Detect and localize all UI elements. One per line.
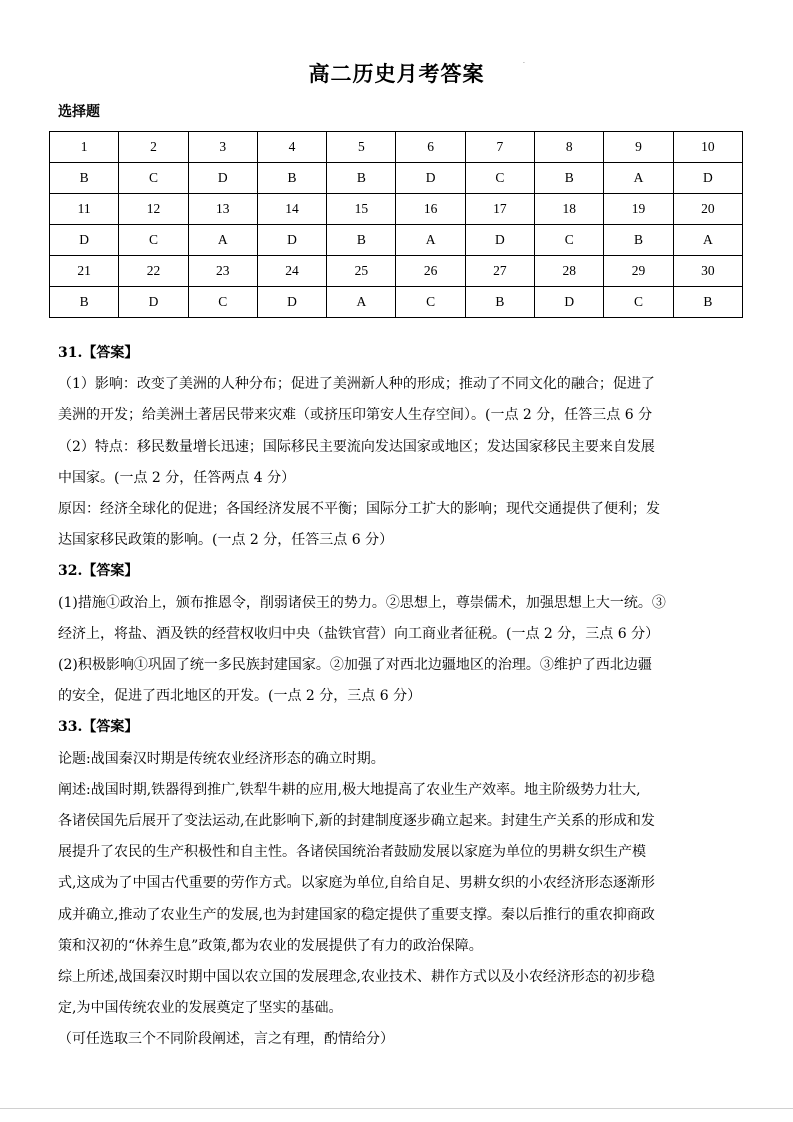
answer-line: 的安全，促进了西北地区的开发。(一点 2 分，三点 6 分） <box>58 688 422 705</box>
answer-heading: 31.【答案】 <box>58 345 139 361</box>
question-number-cell: 11 <box>50 194 119 225</box>
answer-cell: D <box>535 287 604 318</box>
answer-cell: D <box>673 163 742 194</box>
answer-cell: D <box>465 225 534 256</box>
question-number-cell: 23 <box>188 256 257 287</box>
answer-line: （可任选取三个不同阶段阐述，言之有理，酌情给分） <box>58 1031 394 1048</box>
answer-line: 各诸侯国先后展开了变法运动,在此影响下,新的封建制度逐步确立起来。封建生产关系的形成和发 <box>58 813 655 830</box>
answer-table <box>49 131 743 318</box>
answer-cell: C <box>465 163 534 194</box>
question-number-cell: 26 <box>396 256 465 287</box>
question-number-cell: 6 <box>396 132 465 163</box>
answer-line: 美洲的开发；给美洲土著居民带来灾难（或挤压印第安人生存空间）。(一点 2 分，任答三点 6 分 <box>58 407 653 424</box>
answer-cell: C <box>604 287 673 318</box>
question-number-cell: 28 <box>535 256 604 287</box>
answer-cell: B <box>50 287 119 318</box>
answer-cell: C <box>119 225 188 256</box>
question-number-cell: 12 <box>119 194 188 225</box>
stray-dot: · <box>523 60 525 67</box>
question-number-cell: 5 <box>327 132 396 163</box>
question-number-cell: 13 <box>188 194 257 225</box>
answer-cell: C <box>396 287 465 318</box>
page-bottom-rule <box>0 1108 793 1109</box>
answer-cell: A <box>604 163 673 194</box>
answer-line: （2）特点：移民数量增长迅速；国际移民主要流向发达国家或地区；发达国家移民主要来自发展 <box>58 438 655 455</box>
answer-row <box>50 225 743 256</box>
answer-line: 综上所述,战国秦汉时期中国以农立国的发展理念,农业技术、耕作方式以及小农经济形态的初步稳 <box>58 969 655 986</box>
question-number-row <box>50 194 743 225</box>
answer-line: 原因：经济全球化的促进；各国经济发展不平衡；国际分工扩大的影响；现代交通提供了便利；发 <box>58 501 660 518</box>
question-number-cell: 9 <box>604 132 673 163</box>
question-number-cell: 20 <box>673 194 742 225</box>
answer-row <box>50 287 743 318</box>
answer-cell: B <box>257 163 326 194</box>
answer-cell: A <box>327 287 396 318</box>
question-number-cell: 18 <box>535 194 604 225</box>
page-title: 高二历史月考答案 <box>308 62 485 86</box>
answer-cell: B <box>327 163 396 194</box>
question-number-cell: 3 <box>188 132 257 163</box>
question-number-row <box>50 132 743 163</box>
answer-row <box>50 163 743 194</box>
answer-line: 经济上，将盐、酒及铁的经营权收归中央（盐铁官营）向工商业者征税。(一点 2 分，三点 6 分） <box>58 625 660 642</box>
answer-cell: D <box>50 225 119 256</box>
answer-line: (1)措施①政治上，颁布推恩令，削弱诸侯王的势力。②思想上，尊崇儒术，加强思想上大一统。③ <box>58 594 666 611</box>
answer-line: 定,为中国传统农业的发展奠定了坚实的基础。 <box>58 1000 343 1017</box>
question-number-cell: 29 <box>604 256 673 287</box>
question-number-cell: 7 <box>465 132 534 163</box>
question-number-cell: 14 <box>257 194 326 225</box>
question-number-cell: 2 <box>119 132 188 163</box>
answer-line: 阐述:战国时期,铁器得到推广,铁犁牛耕的应用,极大地提高了农业生产效率。地主阶级势力壮大, <box>58 781 641 798</box>
answer-cell: D <box>188 163 257 194</box>
answer-line: 展提升了农民的生产积极性和自主性。各诸侯国统治者鼓励发展以家庭为单位的男耕女织生产模 <box>58 844 646 861</box>
answer-cell: B <box>535 163 604 194</box>
question-number-cell: 19 <box>604 194 673 225</box>
question-number-cell: 10 <box>673 132 742 163</box>
answer-line: 成并确立,推动了农业生产的发展,也为封建国家的稳定提供了重要支撑。秦以后推行的重农抑商政 <box>58 906 655 923</box>
question-number-cell: 1 <box>50 132 119 163</box>
answer-cell: A <box>188 225 257 256</box>
question-number-cell: 16 <box>396 194 465 225</box>
answer-line: 式,这成为了中国古代重要的劳作方式。以家庭为单位,自给自足、男耕女织的小农经济形态逐渐形 <box>58 875 655 892</box>
answer-cell: A <box>673 225 742 256</box>
answer-heading: 32.【答案】 <box>58 563 139 580</box>
answer-cell: B <box>604 225 673 256</box>
answer-cell: C <box>535 225 604 256</box>
answer-cell: A <box>396 225 465 256</box>
answer-line: 策和汉初的“休养生息”政策,都为农业的发展提供了有力的政治保障。 <box>58 937 483 954</box>
answer-line: (2)积极影响①巩固了统一多民族封建国家。②加强了对西北边疆地区的治理。③维护了西北边疆 <box>58 657 652 674</box>
answer-line: 中国家。(一点 2 分，任答两点 4 分） <box>58 469 296 486</box>
answer-line: 论题:战国秦汉时期是传统农业经济形态的确立时期。 <box>58 750 385 767</box>
answer-cell: B <box>50 163 119 194</box>
answer-cell: B <box>673 287 742 318</box>
question-number-cell: 25 <box>327 256 396 287</box>
answer-heading: 33.【答案】 <box>58 719 139 736</box>
question-number-cell: 22 <box>119 256 188 287</box>
question-number-cell: 21 <box>50 256 119 287</box>
answer-cell: C <box>188 287 257 318</box>
answer-line: （1）影响：改变了美洲的人种分布；促进了美洲新人种的形成；推动了不同文化的融合；促进了 <box>58 376 655 393</box>
question-number-cell: 4 <box>257 132 326 163</box>
answer-content <box>58 338 748 1056</box>
question-number-cell: 30 <box>673 256 742 287</box>
question-number-cell: 27 <box>465 256 534 287</box>
answer-line: 达国家移民政策的影响。(一点 2 分，任答三点 6 分） <box>58 532 394 549</box>
answer-cell: C <box>119 163 188 194</box>
answer-cell: D <box>396 163 465 194</box>
question-number-cell: 8 <box>535 132 604 163</box>
answer-cell: D <box>257 287 326 318</box>
answer-cell: D <box>257 225 326 256</box>
question-number-cell: 15 <box>327 194 396 225</box>
question-number-cell: 17 <box>465 194 534 225</box>
section-label: 选择题 <box>58 104 100 120</box>
answer-cell: D <box>119 287 188 318</box>
question-number-cell: 24 <box>257 256 326 287</box>
answer-cell: B <box>465 287 534 318</box>
question-number-row <box>50 256 743 287</box>
answer-cell: B <box>327 225 396 256</box>
